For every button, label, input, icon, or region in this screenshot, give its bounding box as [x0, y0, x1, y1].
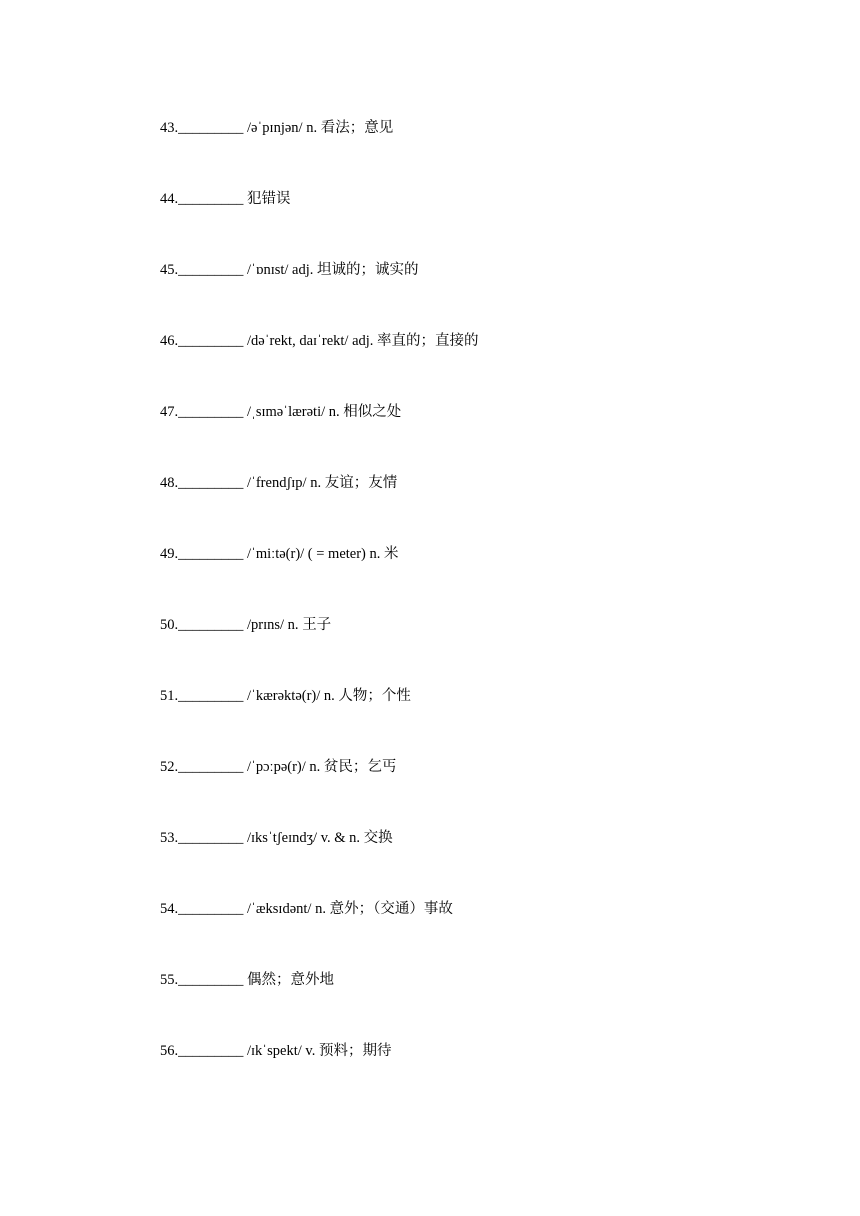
answer-blank: _________	[178, 1043, 244, 1059]
definition: 犯错误	[247, 191, 291, 207]
item-number: 53.	[160, 830, 179, 846]
vocab-item-49	[160, 543, 399, 565]
vocab-item-46	[160, 330, 479, 352]
phonetic: /ˈmiːtə(r)/ ( = meter) n.	[247, 546, 381, 562]
vocab-item-50	[160, 614, 331, 636]
answer-blank: _________	[178, 333, 244, 349]
definition: 意外；（交通）事故	[329, 901, 453, 917]
answer-blank: _________	[178, 759, 244, 775]
vocab-item-43	[160, 117, 393, 139]
phonetic: /ˈɒnɪst/ adj.	[247, 262, 314, 278]
item-number: 51.	[160, 688, 179, 704]
item-number: 45.	[160, 262, 179, 278]
phonetic: /ˈfrendʃɪp/ n.	[247, 475, 322, 491]
answer-blank: _________	[178, 901, 244, 917]
definition: 相似之处	[343, 404, 402, 420]
item-number: 43.	[160, 120, 179, 136]
answer-blank: _________	[178, 546, 244, 562]
answer-blank: _________	[178, 262, 244, 278]
vocab-item-53	[160, 827, 393, 849]
answer-blank: _________	[178, 617, 244, 633]
item-number: 47.	[160, 404, 179, 420]
phonetic: /ɪkˈspekt/ v.	[247, 1043, 316, 1059]
item-number: 44.	[160, 191, 179, 207]
item-number: 46.	[160, 333, 179, 349]
phonetic: /əˈpɪnjən/ n.	[247, 120, 318, 136]
answer-blank: _________	[178, 120, 244, 136]
vocab-item-52	[160, 756, 396, 778]
item-number: 49.	[160, 546, 179, 562]
answer-blank: _________	[178, 191, 244, 207]
definition: 预料；期待	[318, 1043, 392, 1059]
phonetic: /ɪksˈtʃeɪndʒ/ v. & n.	[247, 830, 361, 846]
definition: 率直的；直接的	[377, 333, 479, 349]
definition: 米	[384, 546, 399, 562]
phonetic: /ˈkærəktə(r)/ n.	[247, 688, 335, 704]
answer-blank: _________	[178, 688, 244, 704]
definition: 王子	[302, 617, 332, 633]
definition: 贫民；乞丐	[323, 759, 397, 775]
item-number: 52.	[160, 759, 179, 775]
phonetic: /ˈæksɪdənt/ n.	[247, 901, 326, 917]
vocab-item-56	[160, 1040, 391, 1062]
definition: 友谊；友情	[324, 475, 398, 491]
vocab-item-55	[160, 969, 334, 991]
definition: 人物；个性	[338, 688, 411, 704]
answer-blank: _________	[178, 404, 244, 420]
phonetic: /dəˈrekt, daɪˈrekt/ adj.	[247, 333, 374, 349]
vocab-item-47	[160, 401, 401, 423]
vocab-item-48	[160, 472, 397, 494]
item-number: 48.	[160, 475, 179, 491]
item-number: 54.	[160, 901, 179, 917]
item-number: 55.	[160, 972, 179, 988]
answer-blank: _________	[178, 475, 244, 491]
answer-blank: _________	[178, 830, 244, 846]
phonetic: /prɪns/ n.	[247, 617, 299, 633]
vocab-item-54	[160, 898, 453, 920]
vocab-item-45	[160, 259, 419, 281]
vocab-item-44	[160, 188, 291, 210]
item-number: 56.	[160, 1043, 179, 1059]
phonetic: /ˌsɪməˈlærəti/ n.	[247, 404, 340, 420]
answer-blank: _________	[178, 972, 244, 988]
definition: 偶然；意外地	[247, 972, 334, 988]
definition: 看法；意见	[320, 120, 394, 136]
vocab-item-51	[160, 685, 411, 707]
phonetic: /ˈpɔːpə(r)/ n.	[247, 759, 321, 775]
definition: 交换	[363, 830, 393, 846]
definition: 坦诚的；诚实的	[317, 262, 419, 278]
item-number: 50.	[160, 617, 179, 633]
